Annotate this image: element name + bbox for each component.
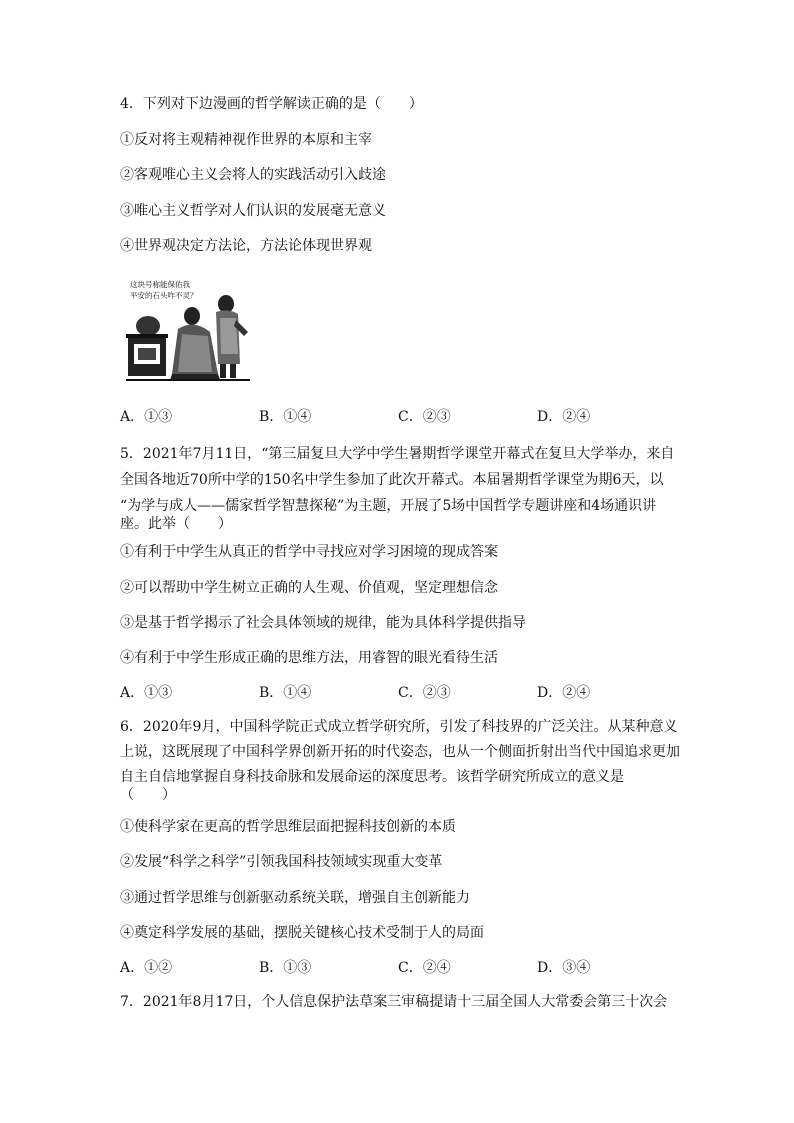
q5-item-2: ②可以帮助中学生树立正确的人生观、价值观，坚定理想信念 [120,580,498,596]
q5-option-d[interactable]: D．②④ [537,685,591,701]
q5-stem-line-2: 全国各地近70所中学的150名中学生参加了此次开幕式。本届暑期哲学课堂为期6天，以 [120,472,664,488]
q6-stem-line-1: 6．2020年9月，中国科学院正式成立哲学研究所，引发了科技界的广泛关注。从某种意义 [120,719,678,735]
q5-item-1: ①有利于中学生从真正的哲学中寻找应对学习困境的现成答案 [120,544,498,560]
q4-option-a[interactable]: A．①③ [120,409,173,425]
q5-option-a[interactable]: A．①③ [120,685,173,701]
q6-option-d[interactable]: D．③④ [537,960,591,976]
q4-cartoon-caption-1: 这块号称能保佑我 [130,280,190,289]
q4-item-4: ④世界观决定方法论，方法论体现世界观 [120,238,372,254]
q4-option-b[interactable]: B．①④ [259,409,312,425]
q6-stem-line-3: 自主自信地掌握自身科技命脉和发展命运的深度思考。该哲学研究所成立的意义是 [120,769,624,785]
q4-option-c[interactable]: C．②③ [398,409,451,425]
q5-stem-line-1: 5．2021年7月11日，“第三届复旦大学中学生暑期哲学课堂开幕式在复旦大学举办，来自 [120,446,675,462]
q4-cartoon-image [122,274,256,384]
q5-option-c[interactable]: C．②③ [398,685,451,701]
q4-item-2: ②客观唯心主义会将人的实践活动引入歧途 [120,167,386,183]
q5-item-3: ③是基于哲学揭示了社会具体领域的规律，能为具体科学提供指导 [120,615,526,631]
q4-item-1: ①反对将主观精神视作世界的本原和主宰 [120,132,372,148]
q7-stem-line-1: 7．2021年8月17日，个人信息保护法草案三审稿提请十三届全国人大常委会第三十次会 [120,994,668,1010]
q5-option-b[interactable]: B．①④ [259,685,312,701]
q6-item-4: ④奠定科学发展的基础，摆脱关键核心技术受制于人的局面 [120,925,484,941]
q6-item-3: ③通过哲学思维与创新驱动系统关联，增强自主创新能力 [120,890,470,906]
q4-option-d[interactable]: D．②④ [537,409,591,425]
q6-option-c[interactable]: C．②④ [398,960,451,976]
q6-item-2: ②发展“科学之科学”引领我国科技领域实现重大变革 [120,854,443,870]
q6-option-a[interactable]: A．①② [120,960,173,976]
q5-stem-line-3: “为学与成人——儒家哲学智慧探秘”为主题，开展了5场中国哲学专题讲座和4场通识讲 [120,498,657,514]
q6-stem-line-2: 上说，这既展现了中国科学界创新开拓的时代姿态，也从一个侧面折射出当代中国追求更加 [120,744,680,760]
q4-item-3: ③唯心主义哲学对人们认识的发展毫无意义 [120,203,386,219]
q5-stem-line-4: 座。此举（ ） [120,516,232,532]
q5-item-4: ④有利于中学生形成正确的思维方法，用睿智的眼光看待生活 [120,650,498,666]
q6-option-b[interactable]: B．①③ [259,960,312,976]
q6-item-1: ①使科学家在更高的哲学思维层面把握科技创新的本质 [120,819,456,835]
q6-stem-line-4: （ ） [120,787,176,803]
q4-stem: 4．下列对下边漫画的哲学解读正确的是（ ） [120,96,423,112]
q4-cartoon-caption-2: 平安的石头咋不灵？ [130,291,198,300]
